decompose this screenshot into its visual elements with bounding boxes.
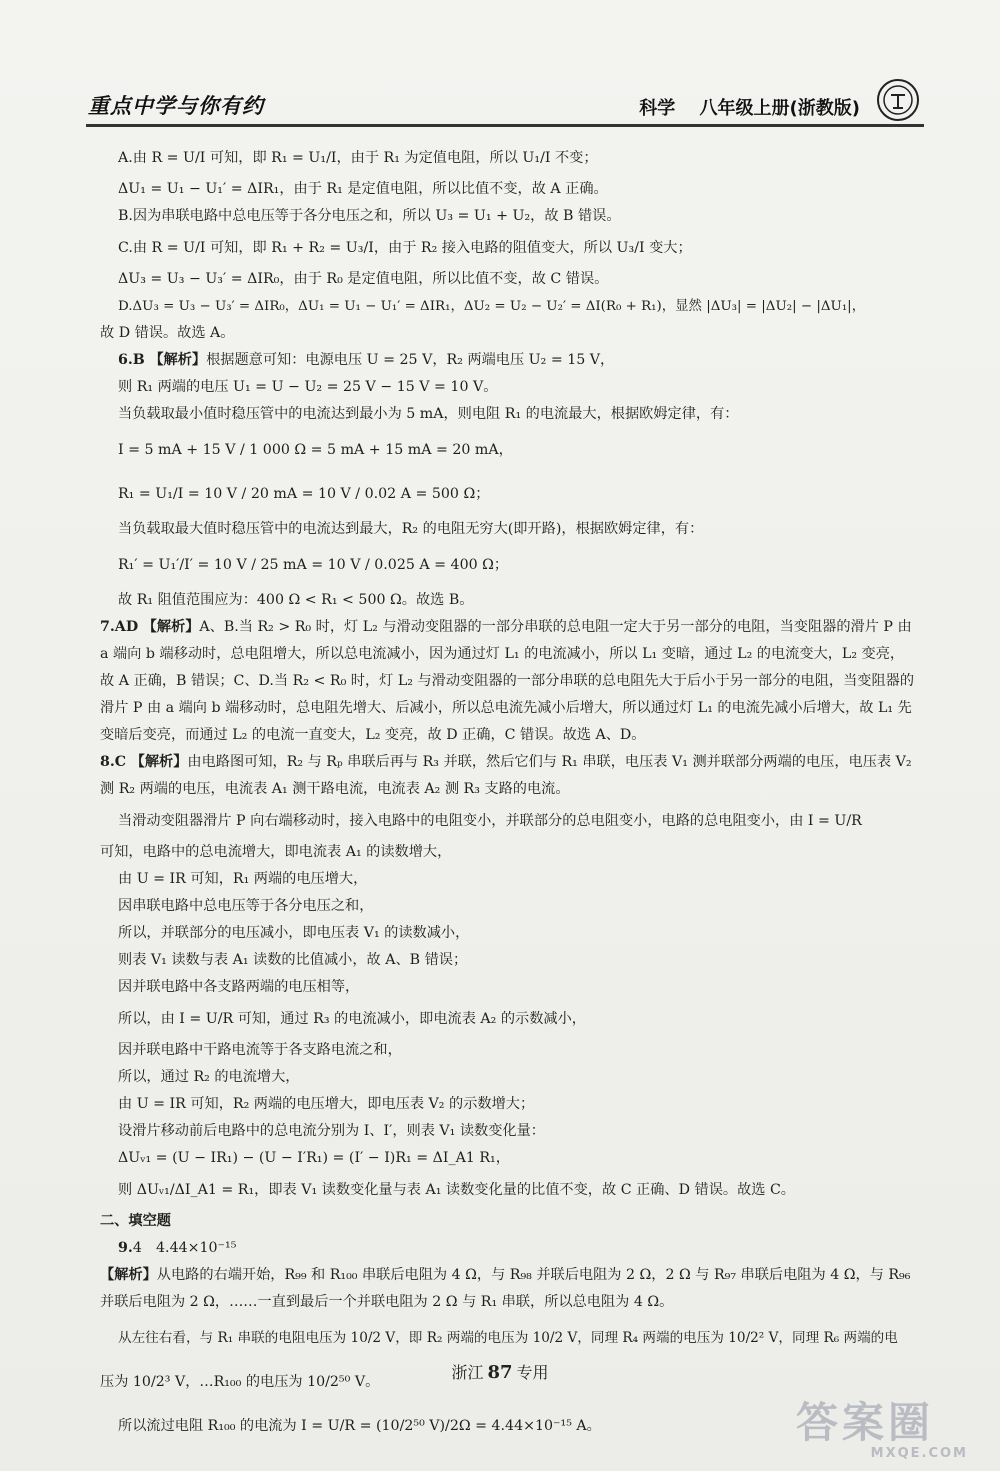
q6-head: [118, 347, 918, 374]
q8-text: 由电路图可知，R₂ 与 Rₚ 串联后再与 R₃ 并联，然后它们与 R₁ 串联，电压表 V₁ 测并联部分两端的电压，电压表 V₂ 测 R₂ 两端的电压，电流表 A₁ 测干路电流，电流表 A₂ 测 R₃ 支路的电流。: [100, 754, 912, 797]
q9-line2: 从左往右看，与 R₁ 串联的电阻电压为 10/2 V，即 R₂ 两端的电压为 10/2 V，同理 R₄ 两端的电压为 10/2² V，同理 R₆ 两端的电: [118, 1330, 898, 1346]
q6-line7: R₁′ = U₁′/I′ = 10 V / 25 mA = 10 V / 0.025 A = 400 Ω；: [118, 557, 509, 573]
q8-line5: 因串联电路中总电压等于各分电压之和，: [118, 898, 374, 914]
page-number: 87: [487, 1362, 513, 1383]
q7-number: 7.AD: [100, 619, 139, 635]
line-5a: A.由 R = U/I 可知，即 R₁ = U₁/I，由于 R₁ 为定值电阻，所以 U₁/I 不变；: [118, 150, 598, 166]
q6-line2: 则 R₁ 两端的电压 U₁ = U − U₂ = 25 V − 15 V = 10 V。: [118, 379, 498, 395]
line-5c-delta: ΔU₃ = U₃ − U₃′ = ΔIR₀，由于 R₀ 是定值电阻，所以比值不变，故 C 错误。: [118, 271, 609, 287]
q8-line2: 当滑动变阻器滑片 P 向右端移动时，接入电路中的电阻变小，并联部分的总电阻变小，电路的总电阻变小，由 I = U/R: [118, 813, 862, 829]
line-5c: C.由 R = U/I 可知，即 R₁ + R₂ = U₃/I，由于 R₂ 接入电路的阻值变大，所以 U₃/I 变大；: [118, 240, 692, 256]
q8-line15: 则 ΔUᵥ₁/ΔI_A1 = R₁，即表 V₁ 读数变化量与表 A₁ 读数变化量的比值不变，故 C 正确、D 错误。故选 C。: [118, 1182, 795, 1198]
q8-analysis-tag: 【解析】: [130, 754, 188, 770]
q8-line11: 所以，通过 R₂ 的电流增大，: [118, 1069, 300, 1085]
line-5b: B.因为串联电路中总电压等于各分电压之和，所以 U₃ = U₁ + U₂，故 B 错误。: [118, 208, 621, 224]
book-brand: 重点中学与你有约: [88, 94, 264, 118]
grade-label: 八年级上册(浙教版): [699, 98, 860, 119]
site-watermark: [796, 1400, 986, 1466]
page-footer: [0, 1360, 1000, 1383]
q9-answer-text: 4 4.44×10⁻¹⁵: [132, 1240, 237, 1256]
line-5a-delta: ΔU₁ = U₁ − U₁′ = ΔIR₁，由于 R₁ 是定值电阻，所以比值不变，故 A 正确。: [118, 181, 608, 197]
q8-line3: 可知，电路中的总电流增大，即电流表 A₁ 的读数增大，: [100, 844, 452, 860]
watermark-title: 答案圈: [796, 1398, 935, 1447]
q6-line8: 故 R₁ 阻值范围应为：400 Ω < R₁ < 500 Ω。故选 B。: [118, 592, 474, 608]
q6-text: 根据题意可知：电源电压 U = 25 V，R₂ 两端电压 U₂ = 15 V，: [206, 352, 615, 368]
q6-analysis-tag: 【解析】: [149, 352, 207, 368]
q9-text: 从电路的右端开始，R₉₉ 和 R₁₀₀ 串联后电阻为 4 Ω，与 R₉₈ 并联后电阻为 2 Ω，2 Ω 与 R₉₇ 串联后电阻为 4 Ω，与 R₉₆ 并联后电阻为 2 Ω，……一直到最后一个并联电阻为 2 Ω 与 R₁ 串联，所以总电阻为 4 Ω。: [100, 1267, 911, 1310]
watermark-url: MXQE.COM: [870, 1446, 968, 1461]
q8-line12: 由 U = IR 可知，R₂ 两端的电压增大，即电压表 V₂ 的示数增大；: [118, 1096, 535, 1112]
q8-paragraph: [100, 749, 918, 803]
q6-line3: 当负载取最小值时稳压管中的电流达到最小为 5 mA，则电阻 R₁ 的电流最大，根据欧姆定律，有：: [118, 406, 739, 422]
footer-suffix: 专用: [516, 1363, 549, 1382]
line-5d-end: 故 D 错误。故选 A。: [100, 325, 235, 341]
q9-paragraph: [100, 1262, 918, 1316]
q6-line4: I = 5 mA + 15 V / 1 000 Ω = 5 mA + 15 mA = 20 mA，: [118, 442, 513, 458]
q8-line6: 所以，并联部分的电压减小，即电压表 V₁ 的读数减小，: [118, 925, 470, 941]
q8-line14: ΔUᵥ₁ = (U − IR₁) − (U − I′R₁) = (I′ − I)R₁ = ΔI_A1 R₁，: [118, 1150, 510, 1166]
q6-number: 6.B: [118, 352, 145, 368]
q6-line5: R₁ = U₁/I = 10 V / 20 mA = 10 V / 0.02 A = 500 Ω；: [118, 486, 490, 502]
subject-grade: [621, 94, 860, 120]
q9-line4: 所以流过电阻 R₁₀₀ 的电流为 I = U/R = (10/2⁵⁰ V)/2Ω = 4.44×10⁻¹⁵ A。: [118, 1418, 601, 1434]
q7-analysis-tag: 【解析】: [142, 619, 200, 635]
subject-label: 科学: [639, 98, 676, 119]
school-emblem-icon: [876, 78, 920, 122]
q8-line7: 则表 V₁ 读数与表 A₁ 读数的比值减小，故 A、B 错误；: [118, 952, 468, 968]
q8-line8: 因并联电路中各支路两端的电压相等，: [118, 979, 360, 995]
q8-line4: 由 U = IR 可知，R₁ 两端的电压增大，: [118, 871, 368, 887]
answer-content: [100, 140, 918, 1448]
q9-answer: [118, 1235, 918, 1262]
q9-line3: 压为 10/2³ V，…R₁₀₀ 的电压为 10/2⁵⁰ V。: [100, 1374, 380, 1390]
section-fill-blank: 二、填空题: [100, 1213, 171, 1229]
q8-number: 8.C: [100, 754, 127, 770]
page-header: [86, 80, 924, 127]
q6-line6: 当负载取最大值时稳压管中的电流达到最大，R₂ 的电阻无穷大(即开路)，根据欧姆定律，有：: [118, 521, 704, 537]
q9-number: 9.: [118, 1240, 133, 1256]
q7-paragraph: [100, 614, 918, 749]
footer-region: 浙江: [451, 1363, 484, 1382]
line-5d: D.ΔU₃ = U₃ − U₃′ = ΔIR₀，ΔU₁ = U₁ − U₁′ = ΔIR₁，ΔU₂ = U₂ − U₂′ = ΔI(R₀ + R₁)，显然 |ΔU₃| = |ΔU₂| − |ΔU₁|，: [118, 299, 866, 314]
q9-analysis-tag: 【解析】: [100, 1267, 157, 1283]
q8-line10: 因并联电路中干路电流等于各支路电流之和，: [118, 1042, 402, 1058]
q7-text: A、B.当 R₂ > R₀ 时，灯 L₂ 与滑动变阻器的一部分串联的总电阻一定大于另一部分的电阻，当变阻器的滑片 P 由 a 端向 b 端移动时，总电阻增大，所以总电流减小，因为通过灯 L₁ 的电流减小，所以 L₁ 变暗，通过 L₂ 的电流变大，L₂ 变亮，故 A 正确，B 错误；C、D.当 R₂ < R₀ 时，灯 L₂ 与滑动变阻器的一部分串联的总电阻先大于后小于另一部分的电阻，当变阻器的滑片 P 由 a 端向 b 端移动时，总电阻先增大、后减小，所以总电流先减小后增大，所以通过灯 L₁ 的电流先减小后增大，故 L₁ 先变暗后变亮，而通过 L₂ 的电流一直变大，L₂ 变亮，故 D 正确，C 错误。故选 A、D。: [100, 619, 915, 743]
q8-line13: 设滑片移动前后电路中的总电流分别为 I、I′，则表 V₁ 读数变化量：: [118, 1123, 545, 1139]
q8-line9: 所以，由 I = U/R 可知，通过 R₃ 的电流减小，即电流表 A₂ 的示数减小，: [118, 1011, 586, 1027]
